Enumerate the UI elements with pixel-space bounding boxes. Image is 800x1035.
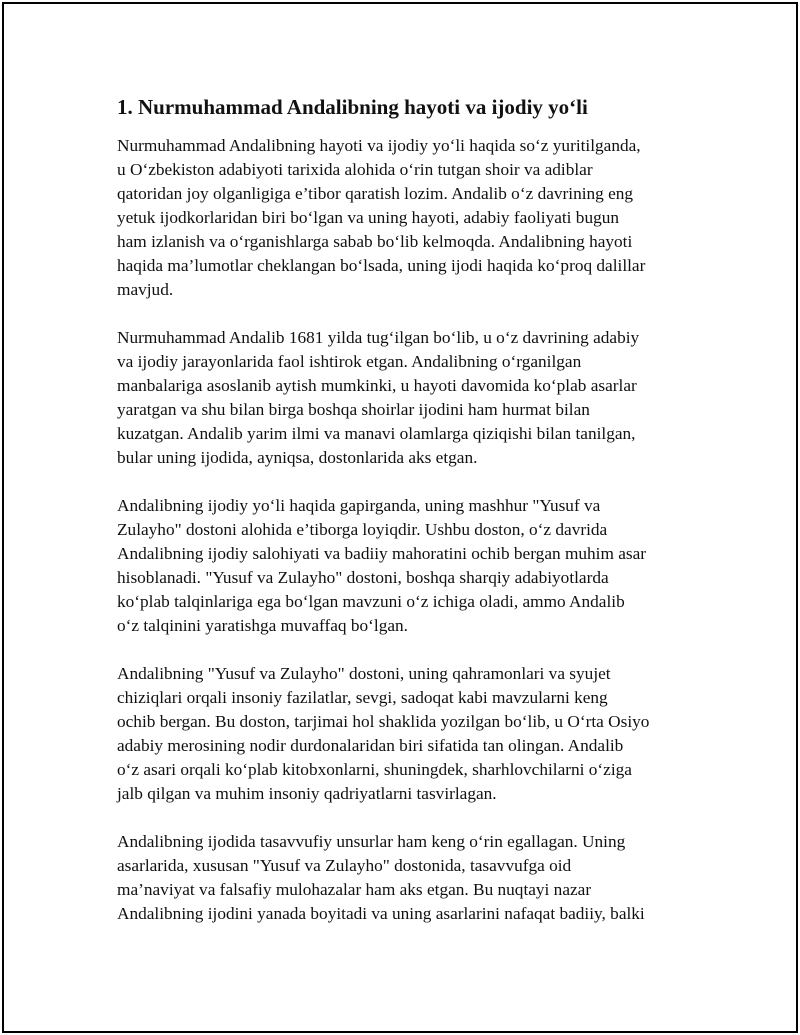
section-title: 1. Nurmuhammad Andalibning hayoti va ijodiy yo‘li (117, 95, 588, 119)
text-line: ham izlanish va o‘rganishlarga sabab bo‘lib kelmoqda. Andalibning hayoti (117, 232, 633, 251)
text-line: yetuk ijodkorlaridan biri bo‘lgan va uning hayoti, adabiy faoliyati bugun (117, 208, 620, 227)
document-body (117, 92, 692, 950)
text-line: Andalibning ijodiy yo‘li haqida gapirganda, uning mashhur "Yusuf va (117, 496, 601, 515)
paragraph-3 (117, 494, 692, 638)
paragraph-2 (117, 326, 692, 470)
text-line: ko‘plab talqinlariga ega bo‘lgan mavzuni o‘z ichiga oladi, ammo Andalib (117, 592, 625, 611)
text-line: u O‘zbekiston adabiyoti tarixida alohida o‘rin tutgan shoir va adiblar (117, 160, 593, 179)
text-line: Andalibning ijodiy salohiyati va badiiy mahoratini ochib bergan muhim asar (117, 544, 647, 563)
text-line: chiziqlari orqali insoniy fazilatlar, sevgi, sadoqat kabi mavzularni keng (117, 688, 608, 707)
text-line: manbalariga asoslanib aytish mumkinki, u hayoti davomida ko‘plab asarlar (117, 376, 637, 395)
text-line: asarlarida, xususan "Yusuf va Zulayho" dostonida, tasavvufga oid (117, 856, 572, 875)
text-line: hisoblanadi. "Yusuf va Zulayho" dostoni, boshqa sharqiy adabiyotlarda (117, 568, 609, 587)
text-line: o‘z asari orqali ko‘plab kitobxonlarni, shuningdek, sharhlovchilarni o‘ziga (117, 760, 632, 779)
text-line: ma’naviyat va falsafiy mulohazalar ham aks etgan. Bu nuqtayi nazar (117, 880, 592, 899)
text-line: qatoridan joy olganligiga e’tibor qaratish lozim. Andalib o‘z davrining eng (117, 184, 634, 203)
text-line: Zulayho" dostoni alohida e’tiborga loyiqdir. Ushbu doston, o‘z davrida (117, 520, 608, 539)
text-line: Andalibning "Yusuf va Zulayho" dostoni, uning qahramonlari va syujet (117, 664, 611, 683)
paragraph-4 (117, 662, 692, 806)
text-line: Nurmuhammad Andalibning hayoti va ijodiy yo‘li haqida so‘z yuritilganda, (117, 136, 641, 155)
text-line: kuzatgan. Andalib yarim ilmi va manavi olamlarga qiziqishi bilan tanilgan, (117, 424, 636, 443)
paragraph-5 (117, 830, 692, 926)
text-line: Nurmuhammad Andalib 1681 yilda tug‘ilgan bo‘lib, u o‘z davrining adabiy (117, 328, 640, 347)
text-line: jalb qilgan va muhim insoniy qadriyatlarni tasvirlagan. (117, 784, 497, 803)
text-line: Andalibning ijodini yanada boyitadi va uning asarlarini nafaqat badiiy, balki (117, 904, 645, 923)
text-line: bular uning ijodida, ayniqsa, dostonlarida aks etgan. (117, 448, 478, 467)
text-line: haqida ma’lumotlar cheklangan bo‘lsada, uning ijodi haqida ko‘proq dalillar (117, 256, 646, 275)
text-line: ochib bergan. Bu doston, tarjimai hol shaklida yozilgan bo‘lib, u O‘rta Osiyo (117, 712, 650, 731)
text-line: yaratgan va shu bilan birga boshqa shoirlar ijodini ham hurmat bilan (117, 400, 590, 419)
text-line: va ijodiy jarayonlarida faol ishtirok etgan. Andalibning o‘rganilgan (117, 352, 582, 371)
text-line: Andalibning ijodida tasavvufiy unsurlar ham keng o‘rin egallagan. Uning (117, 832, 626, 851)
text-line: adabiy merosining nodir durdonalaridan biri sifatida tan olingan. Andalib (117, 736, 624, 755)
text-line: o‘z talqinini yaratishga muvaffaq bo‘lgan. (117, 616, 408, 635)
text-line: mavjud. (117, 280, 174, 299)
paragraph-1 (117, 134, 692, 302)
